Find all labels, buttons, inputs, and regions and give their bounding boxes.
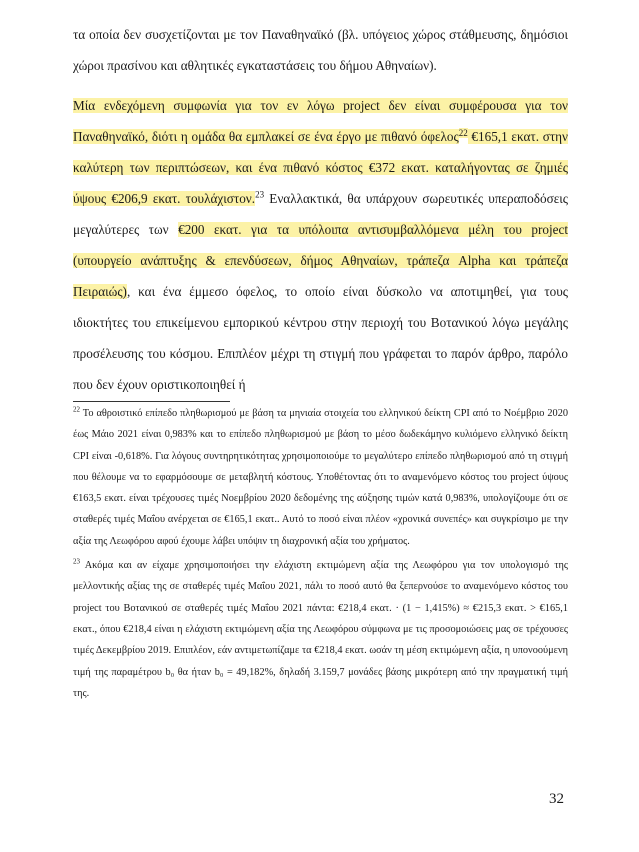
plain-text: , και ένα έμμεσο όφελος, το οποίο είναι δύσκολο να αποτιμηθεί, για τους ιδιοκτήτες του επικείμενου εμπορικού κέντρου στην περιοχή του Βοτανικού λόγω μεγάλης προσέλευσης του κόσμου. Επιπλέον μέχρι τη στιγμή που γράφεται το παρόν άρθρο, παρόλο που δεν έχουν οριστικοποιηθεί ή (73, 284, 568, 392)
plain-text: Εναλλακτικά, θα υπάρχουν σωρευτικές υπεραποδόσεις μεγαλύτερες των (73, 191, 569, 237)
footnote-number: 23 (73, 557, 80, 566)
footnote-23 (73, 555, 568, 704)
footnote-text: Το αθροιστικό επίπεδο πληθωρισμού με βάση τα μηνιαία στοιχεία του ελληνικού δείκτη CPI από το Νοέμβριο 2020 έως Μάιο 2021 είναι 0,983% και το επίπεδο πληθωρισμού με βάση το μέσο δωδεκάμηνο κυλιόμενο ελληνικό δείκτη CPI είναι -0,618%. Για λόγους συντηρητικότητας χρησιμοποιούμε το μεγαλύτερο επίπεδο πληθωρισμού από τη στιγμή που θέλουμε να το εφαρμόσουμε σε μεταβλητή κόστους. Υποθέτοντας ότι το αναμενόμενο κόστος του project ύψους €163,5 εκατ. είναι τρέχουσες τιμές Νοεμβρίου 2020 δεδομένης της αύξησης τιμών κατά 0,983%, υπολογίζουμε ότι σε σταθερές τιμές Μαΐου ανέρχεται σε €165,1 εκατ.. Αυτό το ποσό είναι πλέον «χρονικά συνεπές» και συγκρίσιμο με την αξία της Λεωφόρου αφού έχουμε λάβει υπόψιν τη διαχρονική αξία του χρήματος. (73, 408, 568, 547)
footnote-text: Ακόμα και αν είχαμε χρησιμοποιήσει την ελάχιστη εκτιμώμενη αξία της Λεωφόρου για τον υπολογισμό της μελλοντικής αξίας της σε σταθερές τιμές Μαΐου 2021, πάλι το ποσό αυτό θα ξεπερνούσε το αναμενόμενο κόστος του project του Βοτανικού σε σταθερές τιμές Μαΐου 2021 πάντα: €218,4 εκατ. · (1 − 1,415%) ≈ €215,3 εκατ. > €165,1 εκατ., όπου €218,4 είναι η ελάχιστη εκτιμώμενη αξία της Λεωφόρου σύμφωνα με τις προσομοιώσεις μας σε τρέχουσες τιμές Δεκεμβρίου 2019. Επιπλέον, εάν αντιμετωπίζαμε τα €218,4 εκατ. ωσάν τη μέση εκτιμώμενη αξία, η υπονοούμενη τιμή της παραμέτρου b₀ θα ήταν b₀ = 49,182%, δηλαδή 3.159,7 μονάδες βάσης μικρότερη από την πραγματική τιμή της. (73, 560, 568, 699)
footnote-separator (73, 401, 230, 402)
highlighted-text: €200 εκατ. για τα υπόλοιπα αντισυμβαλλόμενα μέλη του project (υπουργείο ανάπτυξης & επενδύσεων, δήμος Αθηναίων, τράπεζα Alpha και τράπεζα Πειραιώς) (73, 222, 568, 299)
highlighted-text: Μία ενδεχόμενη συμφωνία για τον εν λόγω project δεν είναι συμφέρουσα για τον Παναθηναϊκό, διότι η ομάδα θα εμπλακεί σε ένα έργο με πιθανό όφελος (73, 98, 568, 144)
footnote-ref-22[interactable]: 22 (458, 127, 468, 138)
footnote-number: 22 (73, 405, 80, 414)
highlighted-text: €165,1 εκατ. στην καλύτερη των περιπτώσεων, και ένα πιθανό κόστος €372 εκατ. καταλήγοντας σε ζημιές ύψους €206,9 εκατ. τουλάχιστον. (73, 129, 569, 206)
footnote-ref-23[interactable]: 23 (255, 189, 265, 200)
paragraph-conclusion (73, 90, 568, 400)
footnotes (73, 403, 568, 704)
page-number: 32 (549, 791, 564, 807)
main-text (73, 19, 568, 400)
paragraph-continuation: τα οποία δεν συσχετίζονται με τον Παναθηναϊκό (βλ. υπόγειος χώρος στάθμευσης, δημόσιοι χώροι πρασίνου και αθλητικές εγκαταστάσεις του δήμου Αθηναίων). (73, 27, 568, 73)
footnote-22 (73, 403, 568, 552)
